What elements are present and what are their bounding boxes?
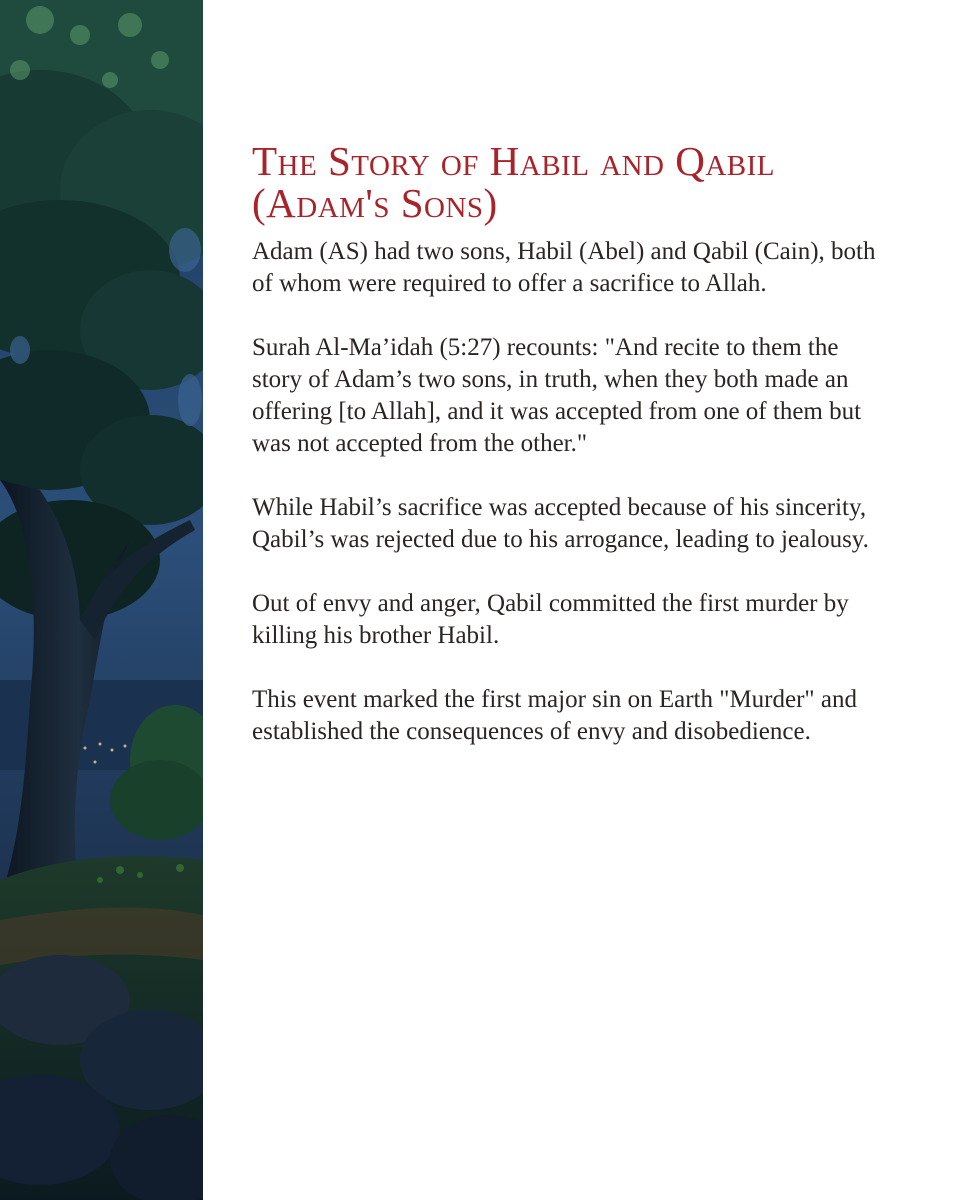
story-content (252, 140, 892, 780)
story-title (252, 140, 892, 224)
paragraph-murder: Out of envy and anger, Qabil committed the first murder by killing his brother Habil. (252, 590, 849, 649)
paragraph-conclusion: This event marked the first major sin on Earth "Murder" and established the consequences of envy and disobedience. (252, 686, 857, 745)
story-title-line-1: The Story of Habil and Qabil (252, 138, 776, 184)
forest-illustration-panel (0, 0, 203, 1200)
paragraph-intro: Adam (AS) had two sons, Habil (Abel) and Qabil (Cain), both of whom were required to offer a sacrifice to Allah. (252, 238, 876, 297)
paragraph-quran-quote: Surah Al-Ma’idah (5:27) recounts: "And recite to them the story of Adam’s two sons, in truth, when they both made an offering [to Allah], and it was accepted from one of them but was not accepted from the other." (252, 334, 862, 457)
paragraph-sacrifice: While Habil’s sacrifice was accepted because of his sincerity, Qabil’s was rejected due to his arrogance, leading to jealousy. (252, 494, 869, 553)
story-title-line-2: (Adam's Sons) (252, 180, 498, 226)
night-forest-tree-illustration (0, 0, 203, 1200)
